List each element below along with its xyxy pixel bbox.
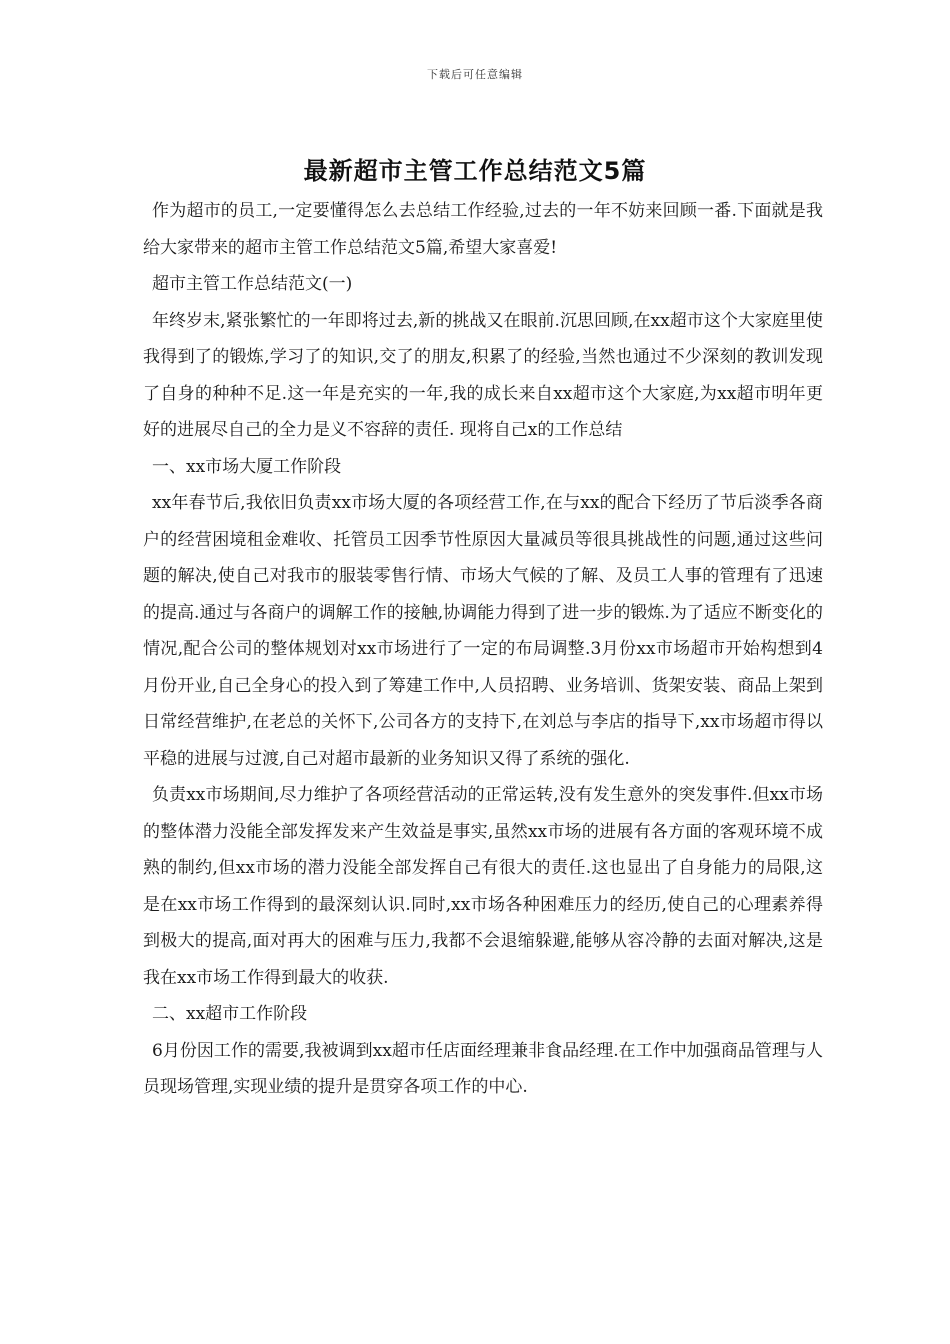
paragraph: 6月份因工作的需要,我被调到xx超市任店面经理兼非食品经理.在工作中加强商品管理与人员现场管理,实现业绩的提升是贯穿各项工作的中心.	[143, 1040, 823, 1097]
section-heading-2: 一、xx市场大厦工作阶段	[152, 456, 342, 477]
section-heading-1: 超市主管工作总结范文(一)	[152, 274, 353, 294]
document-body	[143, 193, 823, 1106]
document-title: 最新超市主管工作总结范文5篇	[303, 157, 647, 185]
paragraph: 年终岁末,紧张繁忙的一年即将过去,新的挑战又在眼前.沉思回顾,在xx超市这个大家庭里使我得到了的锻炼,学习了的知识,交了的朋友,积累了的经验,当然也通过不少深刻的教训发现了自身的种种不足.这一年是充实的一年,我的成长来自xx超市这个大家庭,为xx超市明年更好的进展尽自己的全力是义不容辞的责任. 现将自己x的工作总结	[143, 310, 823, 440]
paragraph-intro: 作为超市的员工,一定要懂得怎么去总结工作经验,过去的一年不妨来回顾一番.下面就是我给大家带来的超市主管工作总结范文5篇,希望大家喜爱!	[143, 201, 823, 258]
paragraph: xx年春节后,我依旧负责xx市场大厦的各项经营工作,在与xx的配合下经历了节后淡季各商户的经营困境租金难收、托管员工因季节性原因大量减员等很具挑战性的问题,通过这些问题的解决,使自己对我市的服装零售行情、市场大气候的了解、及员工人事的管理有了迅速的提高.通过与各商户的调解工作的接触,协调能力得到了进一步的锻炼.为了适应不断变化的情况,配合公司的整体规划对xx市场进行了一定的布局调整.3月份xx市场超市开始构想到4月份开业,自己全身心的投入到了筹建工作中,人员招聘、业务培训、货架安装、商品上架到日常经营维护,在老总的关怀下,公司各方的支持下,在刘总与李店的指导下,xx市场超市得以平稳的进展与过渡,自己对超市最新的业务知识又得了系统的强化.	[143, 493, 823, 769]
page-header: 下载后可任意编辑	[427, 68, 523, 81]
section-heading-3: 二、xx超市工作阶段	[152, 1004, 308, 1024]
paragraph: 负责xx市场期间,尽力维护了各项经营活动的正常运转,没有发生意外的突发事件.但xx市场的整体潜力没能全部发挥发来产生效益是事实,虽然xx市场的进展有各方面的客观环境不成熟的制约,但xx市场的潜力没能全部发挥自己有很大的责任.这也显出了自身能力的局限,这是在xx市场工作得到的最深刻认识.同时,xx市场各种困难压力的经历,使自己的心理素养得到极大的提高,面对再大的困难与压力,我都不会退缩躲避,能够从容冷静的去面对解决,这是我在xx市场工作得到最大的收获.	[143, 785, 823, 988]
